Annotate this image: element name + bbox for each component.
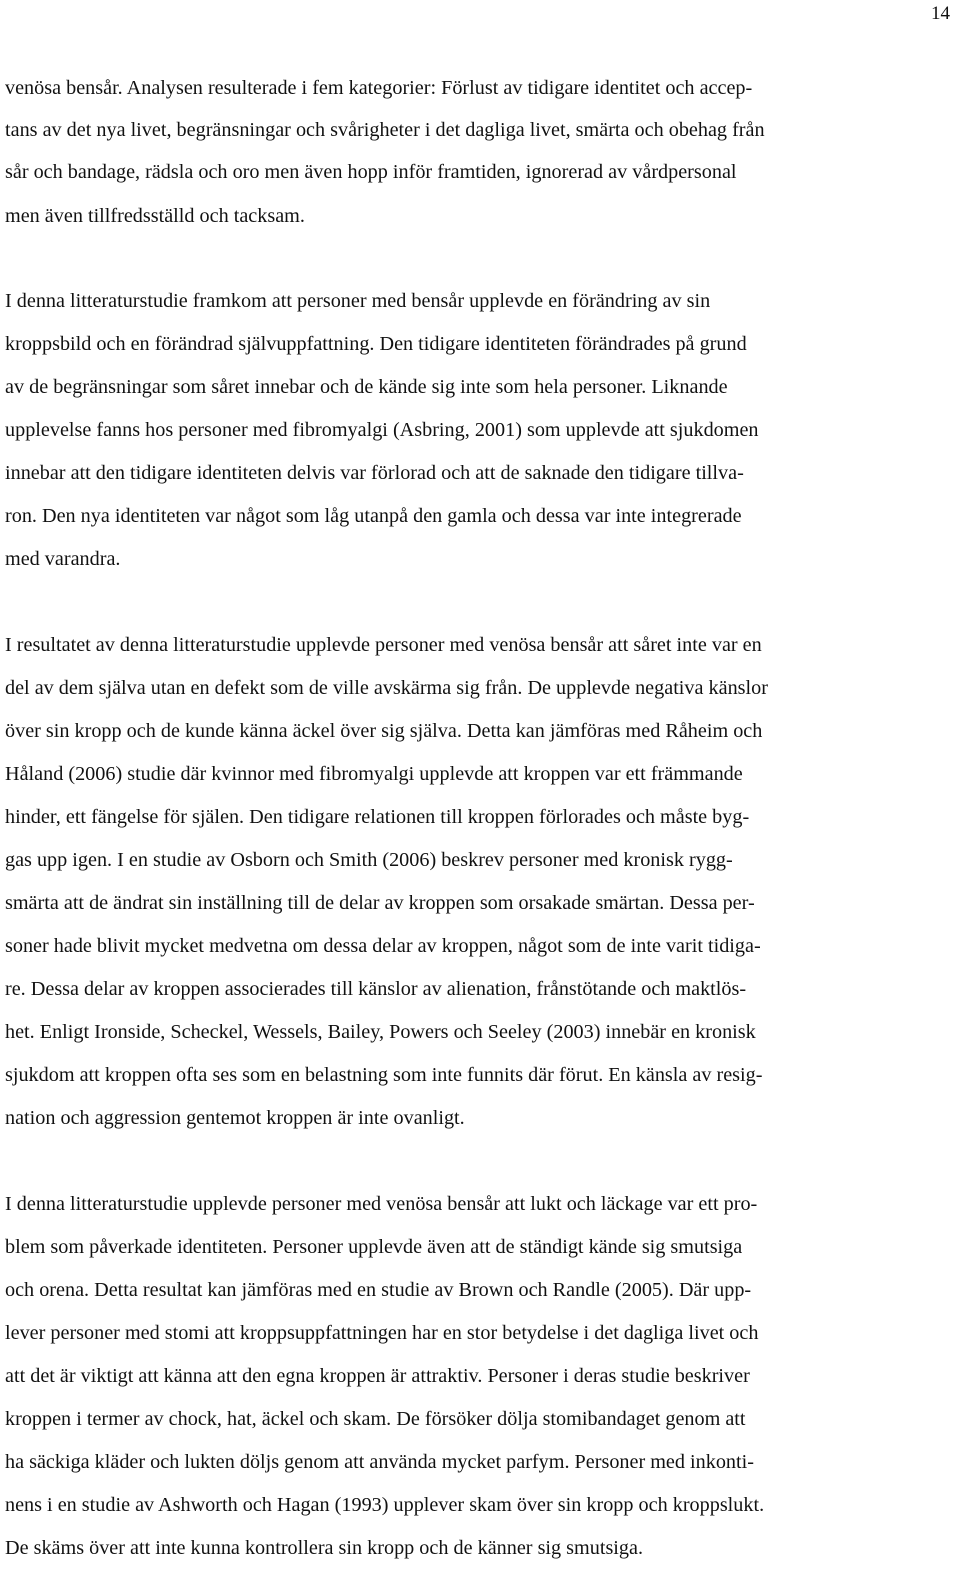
text-line: venösa bensår. Analysen resulterade i fem kategorier: Förlust av tidigare identitet och accep- bbox=[5, 77, 753, 99]
text-line: av de begränsningar som såret innebar och de kände sig inte som hela personer. Liknande bbox=[5, 376, 728, 398]
text-line: ron. Den nya identiteten var något som låg utanpå den gamla och dessa var inte integrerade bbox=[5, 505, 742, 527]
text-line: upplevelse fanns hos personer med fibromyalgi (Asbring, 2001) som upplevde att sjukdomen bbox=[5, 419, 759, 441]
text-line: lever personer med stomi att kroppsuppfattningen har en stor betydelse i det dagliga livet och bbox=[5, 1322, 759, 1344]
text-line: innebar att den tidigare identiteten delvis var förlorad och att de saknade den tidigare tillva- bbox=[5, 462, 744, 484]
text-line: kroppsbild och en förändrad självuppfattning. Den tidigare identiteten förändrades på grund bbox=[5, 333, 747, 355]
text-line: blem som påverkade identiteten. Personer upplevde även att de ständigt kände sig smutsiga bbox=[5, 1236, 743, 1258]
page-number: 14 bbox=[931, 3, 950, 24]
text-line: nation och aggression gentemot kroppen är inte ovanligt. bbox=[5, 1107, 465, 1129]
text-line: kroppen i termer av chock, hat, äckel och skam. De försöker dölja stomibandaget genom att bbox=[5, 1408, 746, 1430]
text-line: att det är viktigt att känna att den egna kroppen är attraktiv. Personer i deras studie beskriver bbox=[5, 1365, 750, 1387]
text-line: re. Dessa delar av kroppen associerades till känslor av alienation, frånstötande och maktlös- bbox=[5, 978, 747, 1000]
text-line: men även tillfredsställd och tacksam. bbox=[5, 205, 305, 227]
text-line: nens i en studie av Ashworth och Hagan (1993) upplever skam över sin kropp och kroppslukt. bbox=[5, 1494, 765, 1516]
text-line: I denna litteraturstudie framkom att personer med bensår upplevde en förändring av sin bbox=[5, 290, 711, 312]
text-line: De skäms över att inte kunna kontrollera sin kropp och de känner sig smutsiga. bbox=[5, 1537, 644, 1559]
text-line: och orena. Detta resultat kan jämföras med en studie av Brown och Randle (2005). Där upp- bbox=[5, 1279, 752, 1301]
text-line: sjukdom att kroppen ofta ses som en belastning som inte funnits där förut. En känsla av resig- bbox=[5, 1064, 763, 1086]
text-line: sår och bandage, rädsla och oro men även hopp inför framtiden, ignorerad av vårdpersonal bbox=[5, 161, 737, 183]
text-line: tans av det nya livet, begränsningar och svårigheter i det dagliga livet, smärta och obehag från bbox=[5, 119, 765, 141]
text-line: I resultatet av denna litteraturstudie upplevde personer med venösa bensår att såret inte var en bbox=[5, 634, 762, 656]
text-line: het. Enligt Ironside, Scheckel, Wessels, Bailey, Powers och Seeley (2003) innebär en kronisk bbox=[5, 1021, 756, 1043]
text-line: I denna litteraturstudie upplevde personer med venösa bensår att lukt och läckage var ett pro- bbox=[5, 1193, 758, 1215]
text-line: hinder, ett fängelse för själen. Den tidigare relationen till kroppen förlorades och måste byg- bbox=[5, 806, 750, 828]
text-line: del av dem själva utan en defekt som de ville avskärma sig från. De upplevde negativa känslor bbox=[5, 677, 768, 699]
text-line: över sin kropp och de kunde känna äckel över sig själva. Detta kan jämföras med Råheim och bbox=[5, 720, 763, 742]
text-line: med varandra. bbox=[5, 548, 121, 570]
text-line: ha säckiga kläder och lukten döljs genom att använda mycket parfym. Personer med inkonti- bbox=[5, 1451, 754, 1473]
text-line: smärta att de ändrat sin inställning till de delar av kroppen som orsakade smärtan. Dessa per- bbox=[5, 892, 755, 914]
text-line: Håland (2006) studie där kvinnor med fibromyalgi upplevde att kroppen var ett främmande bbox=[5, 763, 743, 785]
text-line: gas upp igen. I en studie av Osborn och Smith (2006) beskrev personer med kronisk rygg- bbox=[5, 849, 733, 871]
text-line: soner hade blivit mycket medvetna om dessa delar av kroppen, något som de inte varit tidiga- bbox=[5, 935, 761, 957]
